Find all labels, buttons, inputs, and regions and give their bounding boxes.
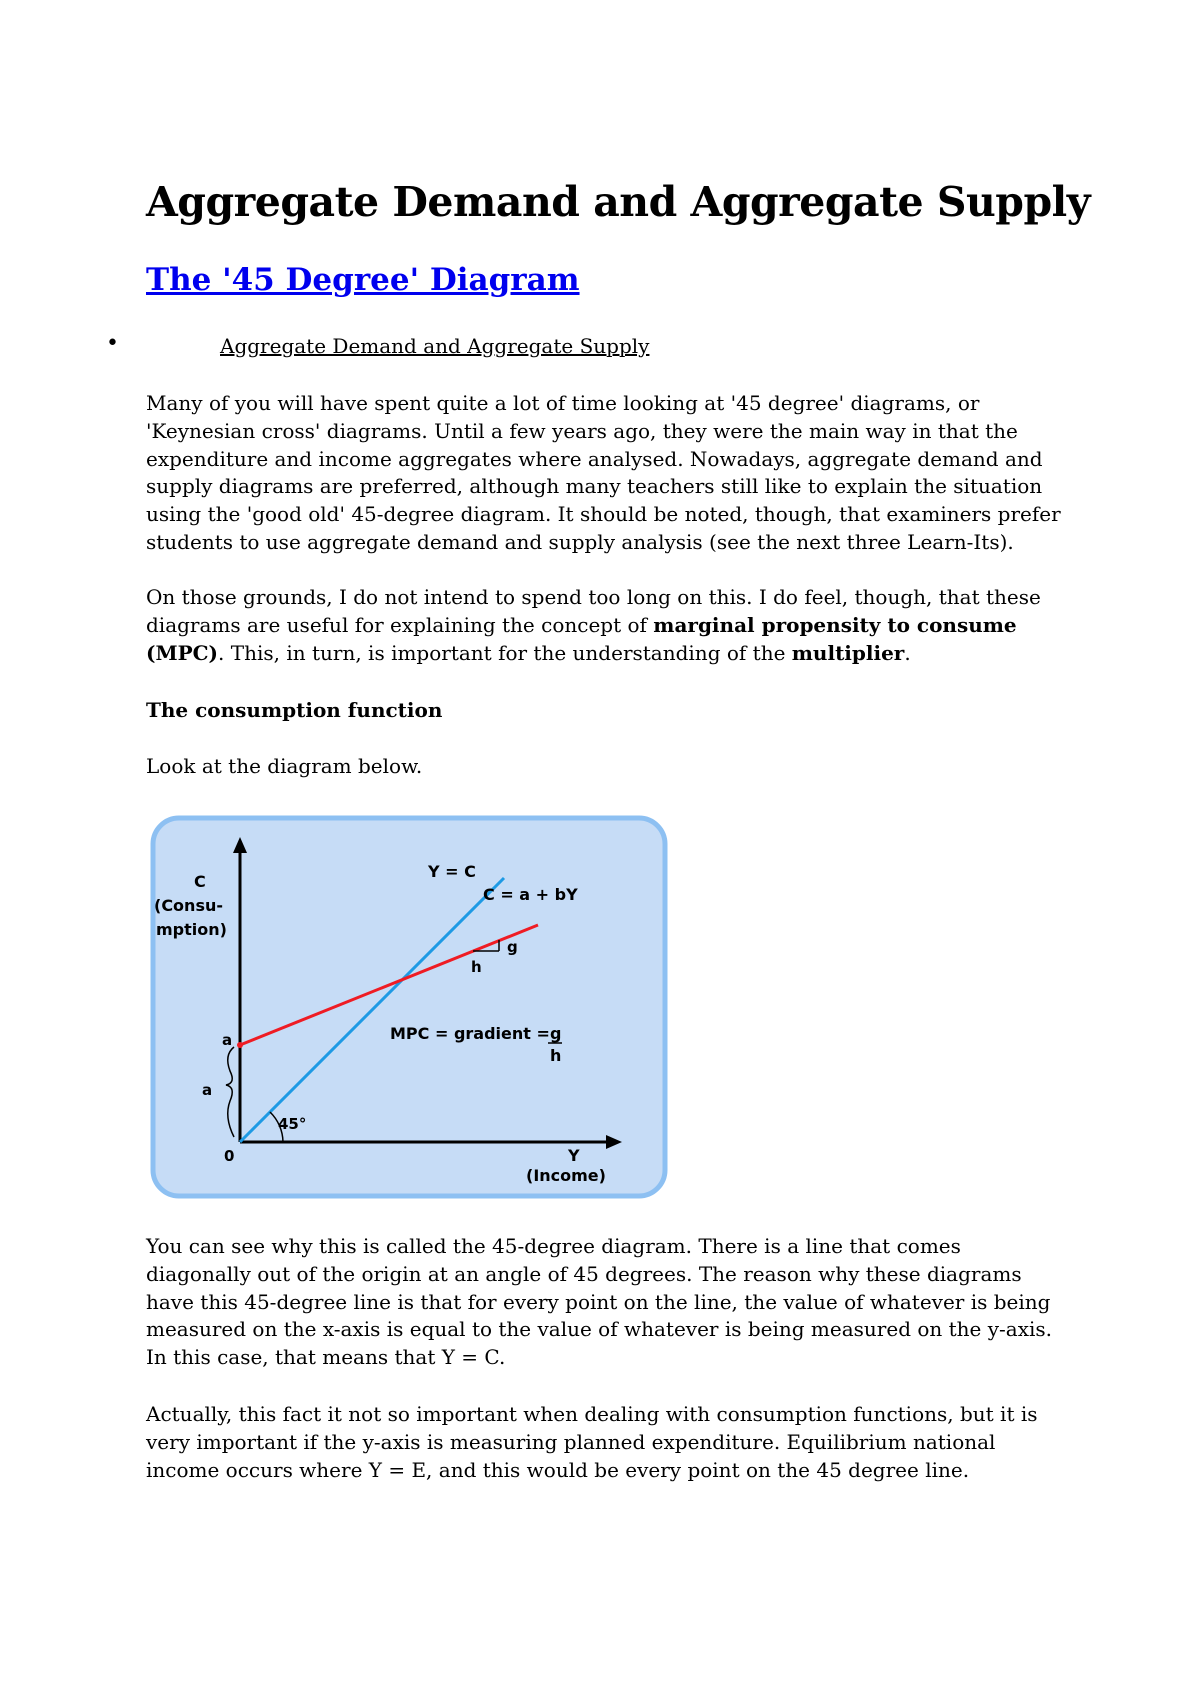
- mpc-formula: MPC = gradient =: [390, 1024, 550, 1043]
- a-tick-label: a: [222, 1031, 233, 1049]
- intercept-point: [237, 1042, 243, 1048]
- bullet-icon: •: [106, 331, 119, 356]
- line-45-label: Y = C: [428, 862, 476, 881]
- text-run: . This, in turn, is important for the understanding of the: [218, 640, 792, 665]
- slope-h-label: h: [471, 958, 482, 976]
- subheading: The consumption function: [146, 698, 443, 722]
- page-title: Aggregate Demand and Aggregate Supply: [146, 178, 1091, 226]
- mpc-numerator: g: [550, 1024, 562, 1043]
- origin-label: 0: [224, 1147, 235, 1165]
- paragraph-equilibrium: Actually, this fact it not so important when dealing with consumption functions, but it is very important if the y-axis is measuring planned expenditure. Equilibrium national income occurs where Y = E, and this would be every point on the 45 degree line.: [146, 1402, 1038, 1482]
- consumption-line-label: C = a + bY: [483, 885, 578, 904]
- mpc-denominator: h: [550, 1046, 562, 1065]
- diagram-svg: [150, 815, 668, 1199]
- paragraph-explanation: You can see why this is called the 45-degree diagram. There is a line that comes diagonally out of the origin at an angle of 45 degrees. The reason why these diagrams have this 45-degree line is that for every point on the line, the value of whatever is being measured on the x-axis is equal to the value of whatever is being measured on the y-axis. In this case, that means that Y = C.: [146, 1234, 1053, 1370]
- paragraph-look: Look at the diagram below.: [146, 754, 423, 778]
- y-axis-label-line1: C: [194, 872, 206, 891]
- y-axis-label-line2: (Consu-: [154, 896, 223, 915]
- section-heading-link[interactable]: The '45 Degree' Diagram: [146, 262, 580, 298]
- text-run: .: [904, 640, 911, 665]
- paragraph-intro: Many of you will have spent quite a lot of time looking at '45 degree' diagrams, or 'Keynesian cross' diagrams. Until a few years ago, they were the main way in that the expenditure and income aggregates where analysed. Nowadays, aggregate demand and supply diagrams are preferred, although many teachers still like to explain the situation using the 'good old' 45-degree diagram. It should be noted, though, that examiners prefer students to use aggregate demand and supply analysis (see the next three Learn-Its).: [146, 391, 1061, 554]
- bold-term-multiplier: multiplier: [791, 640, 905, 665]
- angle-label: 45°: [278, 1115, 307, 1133]
- x-axis-label-line1: Y: [568, 1146, 580, 1165]
- slope-g-label: g: [507, 938, 518, 956]
- text-run: On those grounds, I do not intend to spend too long on this. I do feel, though, that these diagrams are useful for explaining the concept of: [146, 585, 1041, 637]
- a-brace-label: a: [202, 1081, 213, 1099]
- paragraph-grounds: [146, 584, 1066, 667]
- bullet-link[interactable]: Aggregate Demand and Aggregate Supply: [220, 334, 650, 358]
- bold-term-mpc: marginal propensity to consume (MPC): [146, 612, 1017, 665]
- consumption-function-diagram: [150, 815, 668, 1199]
- diagram-background: [153, 818, 665, 1196]
- y-axis-label-line3: mption): [156, 920, 227, 939]
- x-axis-label-line2: (Income): [526, 1166, 606, 1185]
